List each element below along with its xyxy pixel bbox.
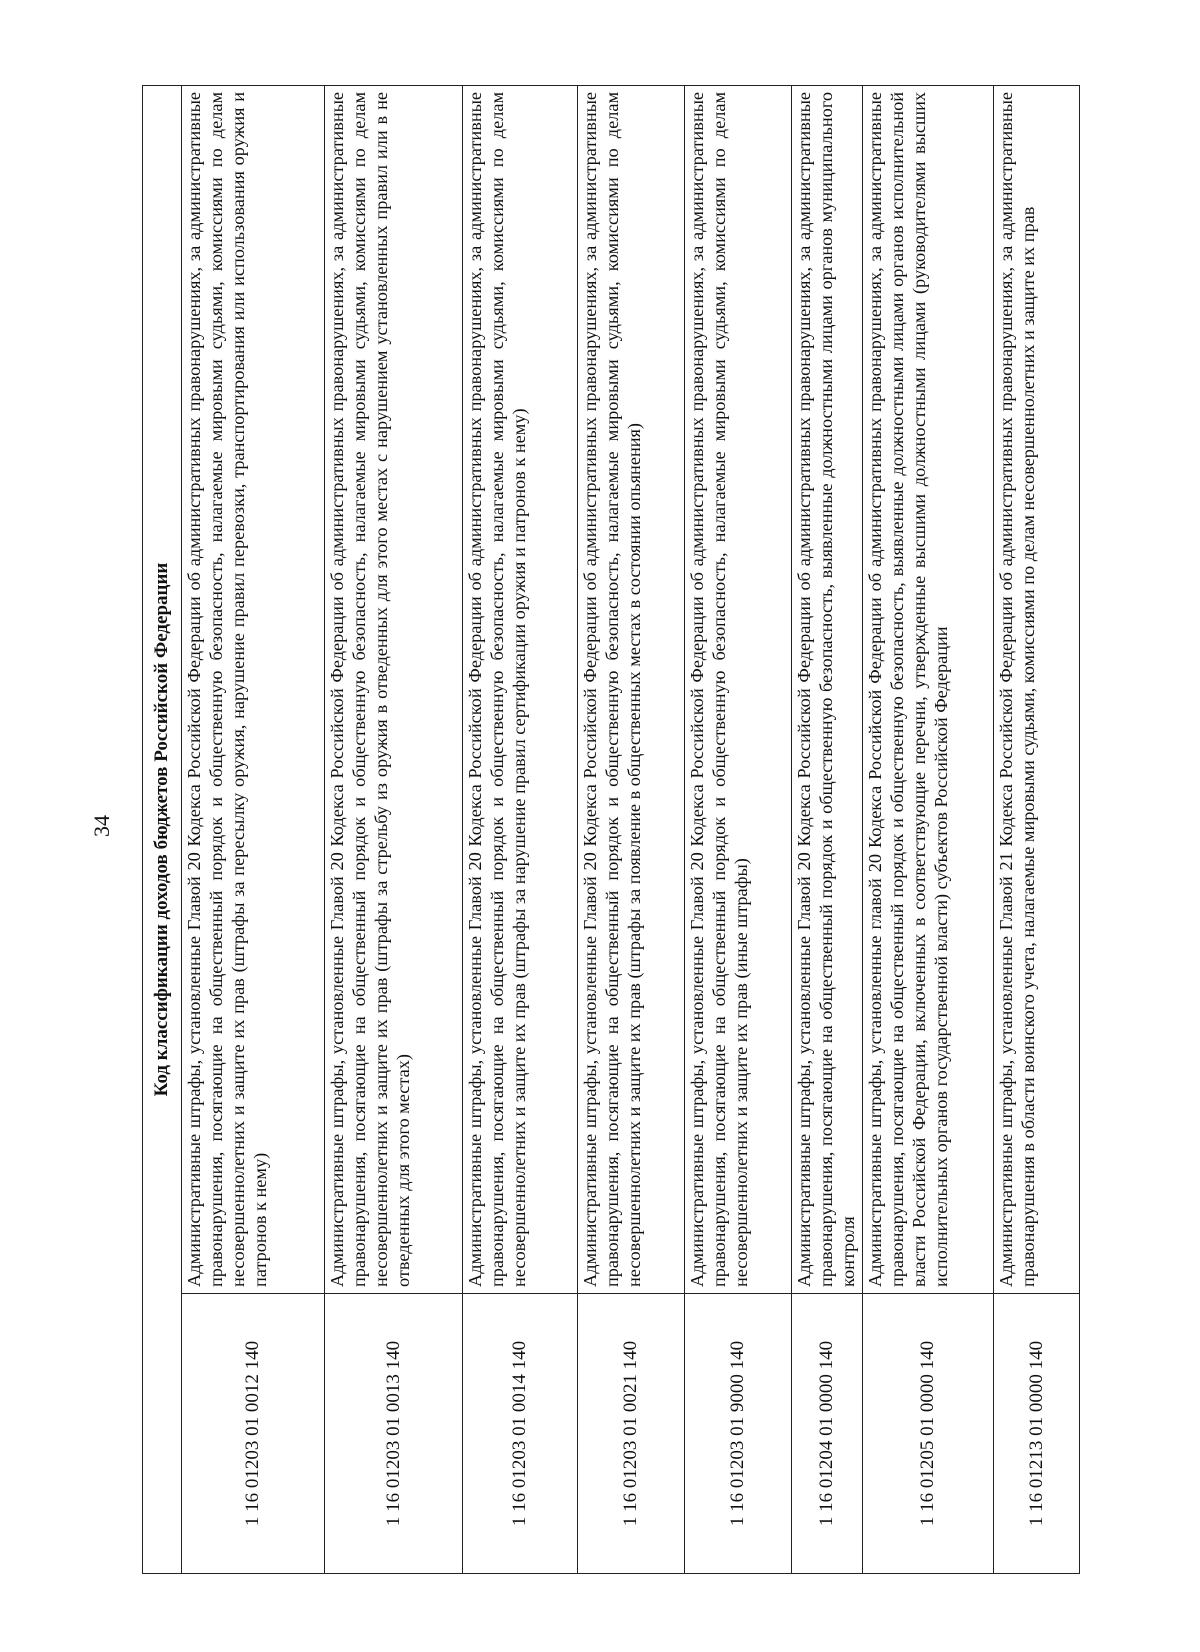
classification-description: Административные штрафы, установленные главой 20 Кодекса Российской Федерации об административных правонарушениях, за административные правонарушения, посягающие на общественный порядок и общественную безопасность, выявленные должностными лицами органов исполнительной власти Российской Федерации, включенных в соответствующие перечни, утвержденные высшими должностными лицами (руководителями высших исполнительных органов государственной власти) субъектов Российской Федерации bbox=[863, 85, 994, 1293]
rotated-table-wrapper bbox=[142, 86, 1060, 1574]
classification-code: 1 16 01203 01 0012 140 bbox=[182, 1294, 325, 1574]
classification-code: 1 16 01213 01 0000 140 bbox=[994, 1294, 1080, 1574]
classification-code: 1 16 01204 01 0000 140 bbox=[792, 1294, 863, 1574]
classification-description: Административные штрафы, установленные Главой 20 Кодекса Российской Федерации об административных правонарушениях, за административные правонарушения, посягающие на общественный порядок и общественную безопасность, налагаемые мировыми судьями, комиссиями по делам несовершеннолетних и защите их прав (штрафы за нарушение правил сертификации оружия и патронов к нему) bbox=[463, 85, 578, 1293]
table-row bbox=[463, 85, 578, 1573]
classification-description: Административные штрафы, установленные Главой 20 Кодекса Российской Федерации об административных правонарушениях, за административные правонарушения, посягающие на общественный порядок и общественную безопасность, налагаемые мировыми судьями, комиссиями по делам несовершеннолетних и защите их прав (иные штрафы) bbox=[685, 85, 792, 1293]
table-row bbox=[578, 85, 685, 1573]
table-header: Код классификации доходов бюджетов Российской Федерации bbox=[143, 85, 182, 1573]
table-row bbox=[994, 85, 1080, 1573]
classification-code: 1 16 01205 01 0000 140 bbox=[863, 1294, 994, 1574]
classification-description: Административные штрафы, установленные Главой 20 Кодекса Российской Федерации об административных правонарушениях, за административные правонарушения, посягающие на общественный порядок и общественную безопасность, налагаемые мировыми судьями, комиссиями по делам несовершеннолетних и защите их прав (штрафы за пересылку оружия, нарушение правил перевозки, транспортирования или использования оружия и патронов к нему) bbox=[182, 85, 325, 1293]
page-number: 34 bbox=[89, 815, 114, 837]
table-row bbox=[863, 85, 994, 1573]
table-row bbox=[792, 85, 863, 1573]
table-row bbox=[685, 85, 792, 1573]
budget-classification-table bbox=[142, 85, 1080, 1574]
table-row bbox=[325, 85, 463, 1573]
classification-code: 1 16 01203 01 0013 140 bbox=[325, 1294, 463, 1574]
classification-description: Административные штрафы, установленные Главой 20 Кодекса Российской Федерации об административных правонарушениях, за административные правонарушения, посягающие на общественный порядок и общественную безопасность, налагаемые мировыми судьями, комиссиями по делам несовершеннолетних и защите их прав (штрафы за стрельбу из оружия в отведенных для этого местах с нарушением установленных правил или в не отведенных для этого местах) bbox=[325, 85, 463, 1293]
classification-code: 1 16 01203 01 0014 140 bbox=[463, 1294, 578, 1574]
classification-description: Административные штрафы, установленные Главой 20 Кодекса Российской Федерации об административных правонарушениях, за административные правонарушения, посягающие на общественный порядок и общественную безопасность, выявленные должностными лицами органов муниципального контроля bbox=[792, 85, 863, 1293]
classification-description: Административные штрафы, установленные Главой 21 Кодекса Российской Федерации об административных правонарушениях, за административные правонарушения в области воинского учета, налагаемые мировыми судьями, комиссиями по делам несовершеннолетних и защите их прав bbox=[994, 85, 1080, 1293]
classification-code: 1 16 01203 01 9000 140 bbox=[685, 1294, 792, 1574]
classification-description: Административные штрафы, установленные Главой 20 Кодекса Российской Федерации об административных правонарушениях, за административные правонарушения, посягающие на общественный порядок и общественную безопасность, налагаемые мировыми судьями, комиссиями по делам несовершеннолетних и защите их прав (штрафы за появление в общественных местах в состоянии опьянения) bbox=[578, 85, 685, 1293]
table-row bbox=[182, 85, 325, 1573]
classification-code: 1 16 01203 01 0021 140 bbox=[578, 1294, 685, 1574]
